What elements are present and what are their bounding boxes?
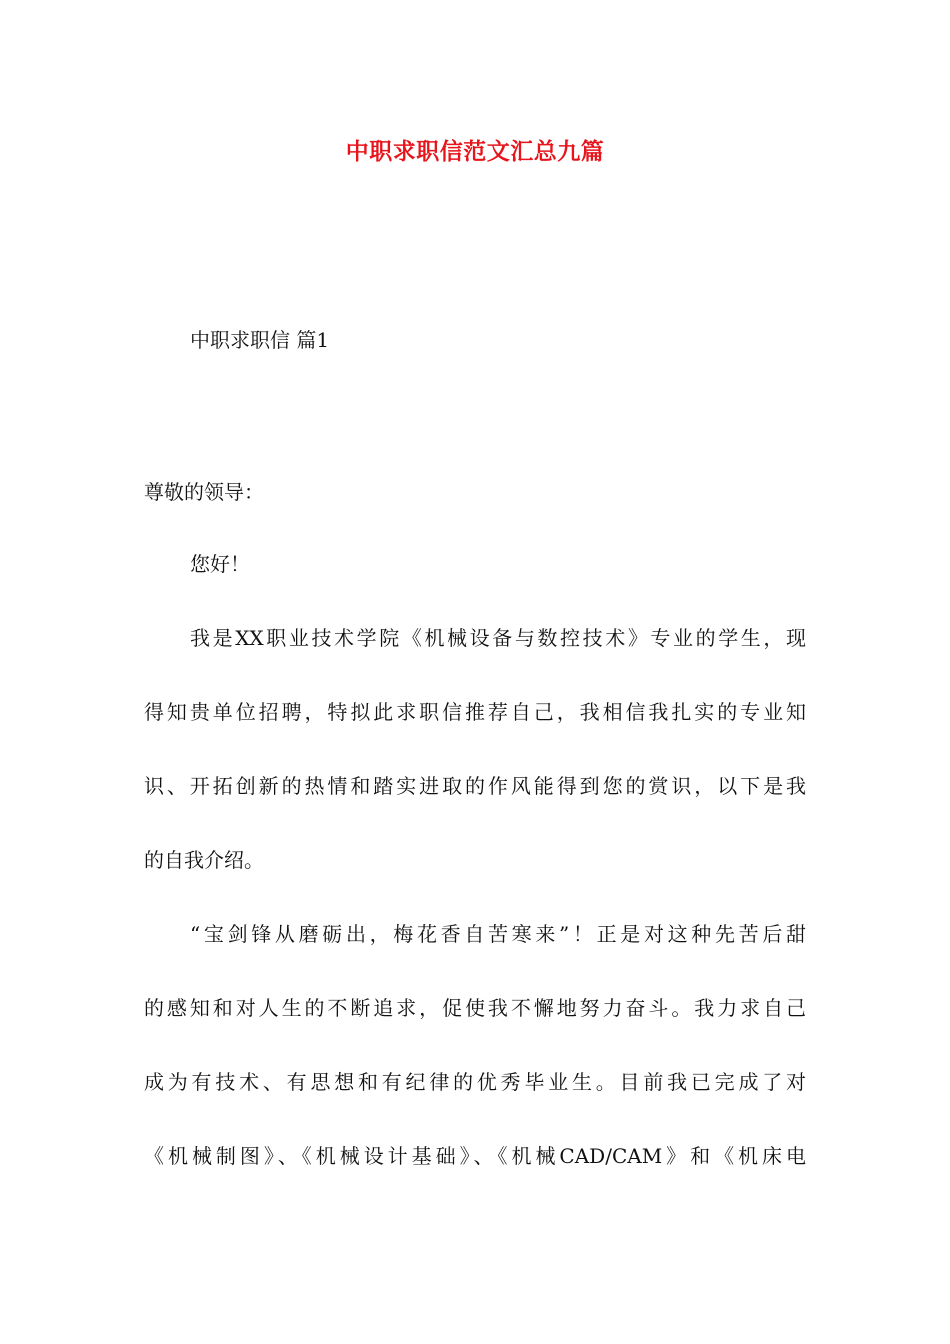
document-title: 中职求职信范文汇总九篇	[345, 138, 605, 165]
paragraph-line: 《机械制图》、《机械设计基础》、《机械CAD/CAM》和《机床电	[144, 1144, 806, 1168]
paragraph-line: 识、开拓创新的热情和踏实进取的作风能得到您的赏识，以下是我	[144, 774, 806, 798]
paragraph-line: 的感知和对人生的不断追求，促使我不懈地努力奋斗。我力求自己	[144, 996, 806, 1020]
paragraph-self-introduction	[144, 620, 806, 916]
paragraph-line: 得知贵单位招聘，特拟此求职信推荐自己，我相信我扎实的专业知	[144, 700, 806, 724]
paragraph-motivation	[144, 916, 806, 1212]
paragraph-line: 成为有技术、有思想和有纪律的优秀毕业生。目前我已完成了对	[144, 1070, 806, 1094]
greeting: 您好！	[190, 552, 250, 576]
section-heading: 中职求职信 篇1	[190, 328, 330, 352]
salutation: 尊敬的领导：	[144, 480, 264, 504]
paragraph-line: 我是XX职业技术学院《机械设备与数控技术》专业的学生，现	[190, 626, 806, 650]
paragraph-line: 的自我介绍。	[144, 848, 264, 872]
paragraph-line: “宝剑锋从磨砺出，梅花香自苦寒来”！正是对这种先苦后甜	[190, 922, 806, 946]
